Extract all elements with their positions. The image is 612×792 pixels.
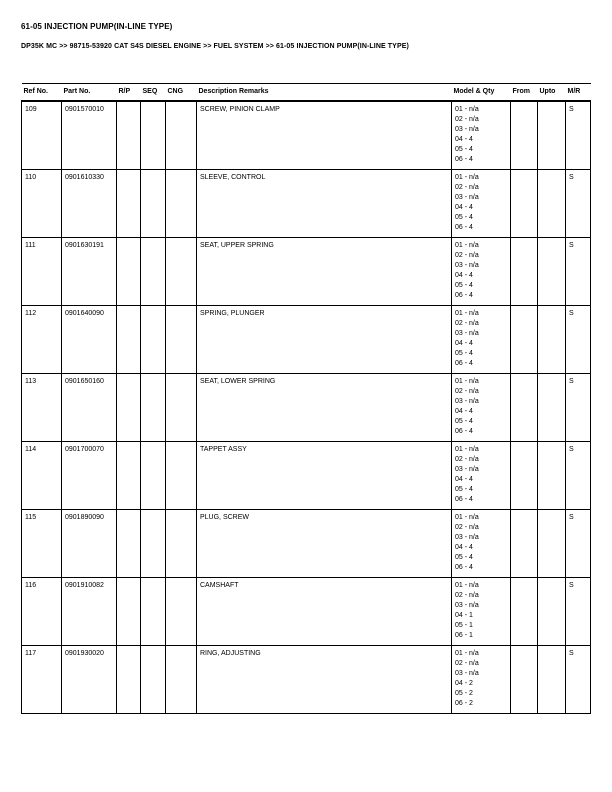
model-qty-line: 06 - 4: [455, 292, 473, 299]
model-qty-line: 04 - 1: [455, 612, 473, 619]
header-row: [22, 84, 591, 102]
model-qty-line: 02 - n/a: [455, 252, 479, 259]
cell-cng: [166, 101, 197, 170]
cell-description: CAMSHAFT: [197, 578, 452, 646]
model-qty-line: 03 - n/a: [455, 670, 479, 677]
cell-from: [511, 442, 538, 510]
cell-ref-no: 109: [22, 101, 62, 170]
cell-model-qty: [452, 646, 511, 714]
cell-mr: S: [566, 374, 591, 442]
cell-model-qty: [452, 101, 511, 170]
model-qty-line: 05 - 1: [455, 622, 473, 629]
model-qty-line: 03 - n/a: [455, 126, 479, 133]
cell-from: [511, 510, 538, 578]
cell-description: SEAT, LOWER SPRING: [197, 374, 452, 442]
cell-cng: [166, 374, 197, 442]
model-qty-line: 01 - n/a: [455, 650, 479, 657]
model-qty-line: 04 - 4: [455, 408, 473, 415]
cell-upto: [538, 578, 566, 646]
cell-mr: S: [566, 170, 591, 238]
cell-upto: [538, 306, 566, 374]
model-qty-line: 01 - n/a: [455, 242, 479, 249]
table-row: [22, 238, 591, 306]
table-row: [22, 442, 591, 510]
model-qty-line: 04 - 4: [455, 136, 473, 143]
model-qty-line: 03 - n/a: [455, 262, 479, 269]
cell-ref-no: 113: [22, 374, 62, 442]
cell-seq: [141, 442, 166, 510]
model-qty-line: 03 - n/a: [455, 602, 479, 609]
model-qty-line: 04 - 4: [455, 204, 473, 211]
model-qty-line: 04 - 2: [455, 680, 473, 687]
header-rp: R/P: [117, 84, 141, 102]
cell-rp: [117, 374, 141, 442]
cell-rp: [117, 238, 141, 306]
cell-from: [511, 170, 538, 238]
header-part-no: Part No.: [62, 84, 117, 102]
cell-seq: [141, 578, 166, 646]
cell-rp: [117, 101, 141, 170]
cell-seq: [141, 306, 166, 374]
cell-upto: [538, 238, 566, 306]
table-row: [22, 646, 591, 714]
cell-description: TAPPET ASSY: [197, 442, 452, 510]
cell-from: [511, 646, 538, 714]
cell-upto: [538, 170, 566, 238]
cell-ref-no: 116: [22, 578, 62, 646]
cell-from: [511, 306, 538, 374]
header-ref-no: Ref No.: [22, 84, 62, 102]
cell-rp: [117, 306, 141, 374]
cell-part-no: 0901700070: [62, 442, 117, 510]
cell-part-no: 0901650160: [62, 374, 117, 442]
model-qty-line: 04 - 4: [455, 476, 473, 483]
cell-mr: S: [566, 306, 591, 374]
cell-cng: [166, 510, 197, 578]
model-qty-line: 01 - n/a: [455, 582, 479, 589]
parts-table-body: [22, 101, 591, 714]
cell-ref-no: 111: [22, 238, 62, 306]
header-upto: Upto: [538, 84, 566, 102]
cell-cng: [166, 170, 197, 238]
model-qty-line: 02 - n/a: [455, 592, 479, 599]
parts-table: [21, 83, 591, 714]
cell-upto: [538, 442, 566, 510]
cell-mr: S: [566, 238, 591, 306]
model-qty-line: 03 - n/a: [455, 398, 479, 405]
model-qty-line: 06 - 2: [455, 700, 473, 707]
model-qty-line: 06 - 4: [455, 428, 473, 435]
header-mr: M/R: [566, 84, 591, 102]
cell-rp: [117, 510, 141, 578]
cell-seq: [141, 238, 166, 306]
table-row: [22, 578, 591, 646]
cell-description: SEAT, UPPER SPRING: [197, 238, 452, 306]
model-qty-line: 03 - n/a: [455, 534, 479, 541]
breadcrumb: DP35K MC >> 98715-53920 CAT S4S DIESEL ENGINE >> FUEL SYSTEM >> 61-05 INJECTION PUMP(IN-LINE TYPE): [21, 43, 409, 50]
model-qty-line: 05 - 4: [455, 418, 473, 425]
cell-ref-no: 114: [22, 442, 62, 510]
cell-model-qty: [452, 306, 511, 374]
cell-ref-no: 110: [22, 170, 62, 238]
cell-description: RING, ADJUSTING: [197, 646, 452, 714]
header-model-qty: Model & Qty: [452, 84, 511, 102]
model-qty-line: 03 - n/a: [455, 194, 479, 201]
model-qty-line: 06 - 4: [455, 156, 473, 163]
model-qty-line: 01 - n/a: [455, 310, 479, 317]
table-row: [22, 374, 591, 442]
model-qty-line: 05 - 4: [455, 146, 473, 153]
model-qty-line: 04 - 4: [455, 272, 473, 279]
cell-from: [511, 238, 538, 306]
cell-part-no: 0901890090: [62, 510, 117, 578]
cell-upto: [538, 101, 566, 170]
cell-upto: [538, 510, 566, 578]
cell-description: SPRING, PLUNGER: [197, 306, 452, 374]
cell-rp: [117, 442, 141, 510]
cell-cng: [166, 442, 197, 510]
model-qty-line: 06 - 4: [455, 496, 473, 503]
cell-description: SLEEVE, CONTROL: [197, 170, 452, 238]
cell-model-qty: [452, 170, 511, 238]
cell-model-qty: [452, 510, 511, 578]
model-qty-line: 05 - 2: [455, 690, 473, 697]
model-qty-line: 01 - n/a: [455, 378, 479, 385]
cell-part-no: 0901930020: [62, 646, 117, 714]
cell-description: PLUG, SCREW: [197, 510, 452, 578]
model-qty-line: 01 - n/a: [455, 446, 479, 453]
cell-seq: [141, 510, 166, 578]
cell-ref-no: 117: [22, 646, 62, 714]
model-qty-line: 02 - n/a: [455, 524, 479, 531]
table-row: [22, 101, 591, 170]
model-qty-line: 05 - 4: [455, 350, 473, 357]
header-cng: CNG: [166, 84, 197, 102]
model-qty-line: 05 - 4: [455, 282, 473, 289]
cell-part-no: 0901910082: [62, 578, 117, 646]
model-qty-line: 02 - n/a: [455, 388, 479, 395]
cell-ref-no: 115: [22, 510, 62, 578]
parts-table-header: [22, 84, 591, 102]
cell-part-no: 0901570010: [62, 101, 117, 170]
cell-rp: [117, 170, 141, 238]
cell-part-no: 0901640090: [62, 306, 117, 374]
model-qty-line: 06 - 4: [455, 360, 473, 367]
cell-mr: S: [566, 510, 591, 578]
cell-description: SCREW, PINION CLAMP: [197, 101, 452, 170]
cell-rp: [117, 578, 141, 646]
model-qty-line: 03 - n/a: [455, 466, 479, 473]
model-qty-line: 03 - n/a: [455, 330, 479, 337]
header-seq: SEQ: [141, 84, 166, 102]
cell-seq: [141, 374, 166, 442]
model-qty-line: 02 - n/a: [455, 116, 479, 123]
cell-seq: [141, 646, 166, 714]
cell-upto: [538, 374, 566, 442]
model-qty-line: 06 - 4: [455, 224, 473, 231]
model-qty-line: 01 - n/a: [455, 174, 479, 181]
cell-from: [511, 578, 538, 646]
model-qty-line: 04 - 4: [455, 544, 473, 551]
header-description-remarks: Description Remarks: [197, 84, 452, 102]
page-title: 61-05 INJECTION PUMP(IN-LINE TYPE): [21, 22, 173, 31]
cell-from: [511, 101, 538, 170]
cell-mr: S: [566, 646, 591, 714]
cell-seq: [141, 101, 166, 170]
cell-model-qty: [452, 442, 511, 510]
cell-mr: S: [566, 578, 591, 646]
model-qty-line: 05 - 4: [455, 554, 473, 561]
cell-ref-no: 112: [22, 306, 62, 374]
cell-model-qty: [452, 578, 511, 646]
model-qty-line: 05 - 4: [455, 214, 473, 221]
cell-seq: [141, 170, 166, 238]
table-row: [22, 170, 591, 238]
model-qty-line: 06 - 1: [455, 632, 473, 639]
model-qty-line: 06 - 4: [455, 564, 473, 571]
header-from: From: [511, 84, 538, 102]
cell-cng: [166, 646, 197, 714]
cell-part-no: 0901630191: [62, 238, 117, 306]
table-row: [22, 306, 591, 374]
model-qty-line: 02 - n/a: [455, 184, 479, 191]
cell-cng: [166, 238, 197, 306]
cell-mr: S: [566, 442, 591, 510]
cell-model-qty: [452, 374, 511, 442]
cell-from: [511, 374, 538, 442]
cell-part-no: 0901610330: [62, 170, 117, 238]
cell-model-qty: [452, 238, 511, 306]
cell-cng: [166, 578, 197, 646]
model-qty-line: 02 - n/a: [455, 320, 479, 327]
model-qty-line: 01 - n/a: [455, 106, 479, 113]
model-qty-line: 02 - n/a: [455, 660, 479, 667]
model-qty-line: 02 - n/a: [455, 456, 479, 463]
cell-mr: S: [566, 101, 591, 170]
cell-rp: [117, 646, 141, 714]
model-qty-line: 05 - 4: [455, 486, 473, 493]
cell-cng: [166, 306, 197, 374]
table-row: [22, 510, 591, 578]
cell-upto: [538, 646, 566, 714]
model-qty-line: 01 - n/a: [455, 514, 479, 521]
model-qty-line: 04 - 4: [455, 340, 473, 347]
